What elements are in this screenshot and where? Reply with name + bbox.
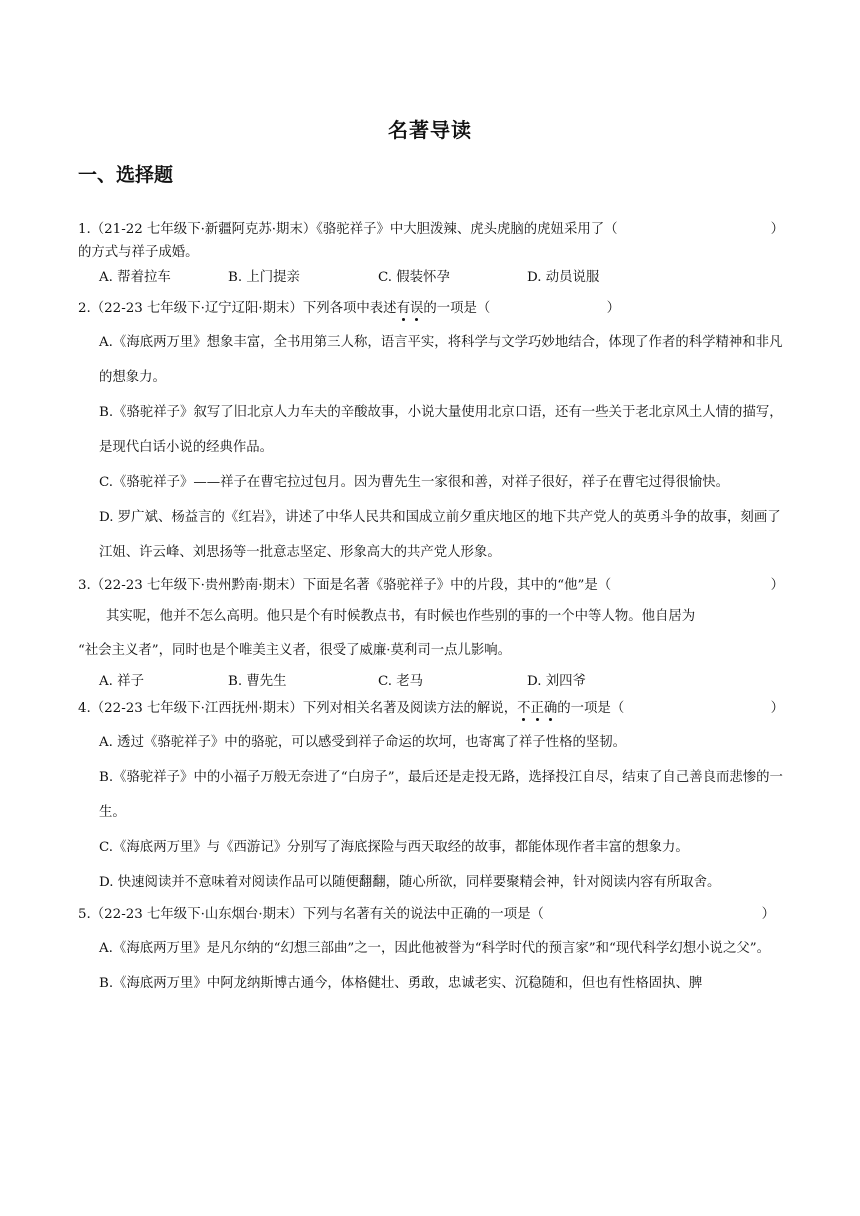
option-c: C. 假装怀孕: [378, 270, 450, 285]
option-row: [78, 668, 784, 695]
question-stem: [78, 297, 784, 320]
option-a: A.《海底两万里》想象丰富，全书用第三人称，语言平实，将科学与文学巧妙地结合，体现了作者的科学精神和非凡的想象力。: [99, 335, 783, 385]
stem-text: 2.（22-23 七年级下·辽宁辽阳·期末）下列各项中表述: [78, 301, 397, 316]
option-d: D. 动员说服: [527, 270, 600, 285]
question-stem-text: 3.（22-23 七年级下·贵州黔南·期末）下面是名著《骆驼祥子》中的片段，其中的“他”是（: [78, 578, 612, 593]
answer-bracket-close: ）: [761, 907, 775, 922]
option-a: A. 祥子: [99, 674, 144, 689]
question-stem: [78, 218, 784, 241]
option-b: B. 曹先生: [228, 674, 287, 689]
option-b: B.《骆驼祥子》中的小福子万般无奈进了“白房子”，最后还是走投无路，选择投江自尽，结束了自己善良而悲惨的一生。: [99, 770, 783, 820]
option-row: [78, 264, 784, 291]
answer-bracket-close: ）: [606, 301, 620, 316]
option-a: A. 帮着拉车: [99, 270, 171, 285]
emphasis-dotted-char: 正: [530, 701, 544, 716]
emphasis-dotted-char: 有: [396, 301, 410, 316]
question-stem-continuation: 的方式与祥子成婚。: [78, 245, 199, 260]
page-title: 名著导读: [388, 118, 472, 142]
stem-text: 的一项是（: [423, 301, 491, 316]
stem-text: 的一项是（: [557, 701, 625, 716]
option-d: D. 快速阅读并不意味着对阅读作品可以随便翻翻，随心所欲，同样要聚精会神，针对阅读内容有所取舍。: [99, 875, 721, 890]
question-stem: [78, 903, 784, 926]
excerpt-line: “社会主义者”，同时也是个唯美主义者，很受了威廉·莫利司一点儿影响。: [78, 643, 512, 658]
question-stem-text: [78, 697, 771, 720]
question-stem-text: 1.（21-22 七年级下·新疆阿克苏·期末）《骆驼祥子》中大胆泼辣、虎头虎脑的虎妞采用了（: [78, 222, 618, 237]
section-heading: 一、选择题: [78, 164, 174, 186]
option-b: B.《骆驼祥子》叙写了旧北京人力车夫的辛酸故事，小说大量使用北京口语，还有一些关于老北京风土人情的描写，是现代白话小说的经典作品。: [99, 405, 783, 455]
option-c: C. 老马: [378, 674, 424, 689]
option-a: A. 透过《骆驼祥子》中的骆驼，可以感受到祥子命运的坎坷，也寄寓了祥子性格的坚韧。: [99, 735, 627, 750]
emphasis-dotted-char: 误: [409, 301, 424, 316]
option-b: B.《海底两万里》中阿龙纳斯博古通今，体格健壮、勇敢，忠诚老实、沉稳随和，但也有性格固执、脾: [99, 976, 703, 991]
answer-bracket-close: ）: [770, 578, 784, 593]
question-list: [78, 218, 784, 1001]
question-1: [78, 218, 784, 291]
option-a: A.《海底两万里》是凡尔纳的“幻想三部曲”之一，因此他被誉为“科学时代的预言家”和“现代科学幻想小说之父”。: [99, 941, 770, 956]
excerpt-passage: [78, 600, 784, 668]
option-c: C.《海底两万里》与《西游记》分别写了海底探险与西天取经的故事，都能体现作者丰富的想象力。: [99, 840, 689, 855]
option-c: C.《骆驼祥子》——祥子在曹宅拉过包月。因为曹先生一家很和善，对祥子很好，祥子在曹宅过得很愉快。: [99, 475, 729, 490]
question-stem-text: 5.（22-23 七年级下·山东烟台·期末）下列与名著有关的说法中正确的一项是（: [78, 907, 544, 922]
stem-text: 4.（22-23 七年级下·江西抚州·期末）下列对相关名著及阅读方法的解说，: [78, 701, 518, 716]
option-b: B. 上门提亲: [228, 270, 300, 285]
question-stem: [78, 697, 784, 720]
question-3: [78, 574, 784, 695]
excerpt-line: 其实呢，他并不怎么高明。他只是个有时候教点书，有时候也作些别的事的一个中等人物。他自居为: [106, 609, 696, 624]
emphasis-dotted-char: 确: [543, 701, 558, 716]
option-d: D. 罗广斌、杨益言的《红岩》，讲述了中华人民共和国成立前夕重庆地区的地下共产党人的英勇斗争的故事，刻画了江姐、许云峰、刘思扬等一批意志坚定、形象高大的共产党人形象。: [99, 510, 781, 560]
question-5: [78, 903, 784, 1001]
answer-bracket-close: ）: [770, 222, 784, 237]
question-stem: [78, 574, 784, 597]
emphasis-dotted-char: 不: [517, 701, 531, 716]
question-stem-text: [78, 297, 607, 320]
answer-bracket-close: ）: [770, 701, 784, 716]
question-4: [78, 697, 784, 900]
question-2: [78, 297, 784, 570]
option-d: D. 刘四爷: [527, 674, 586, 689]
